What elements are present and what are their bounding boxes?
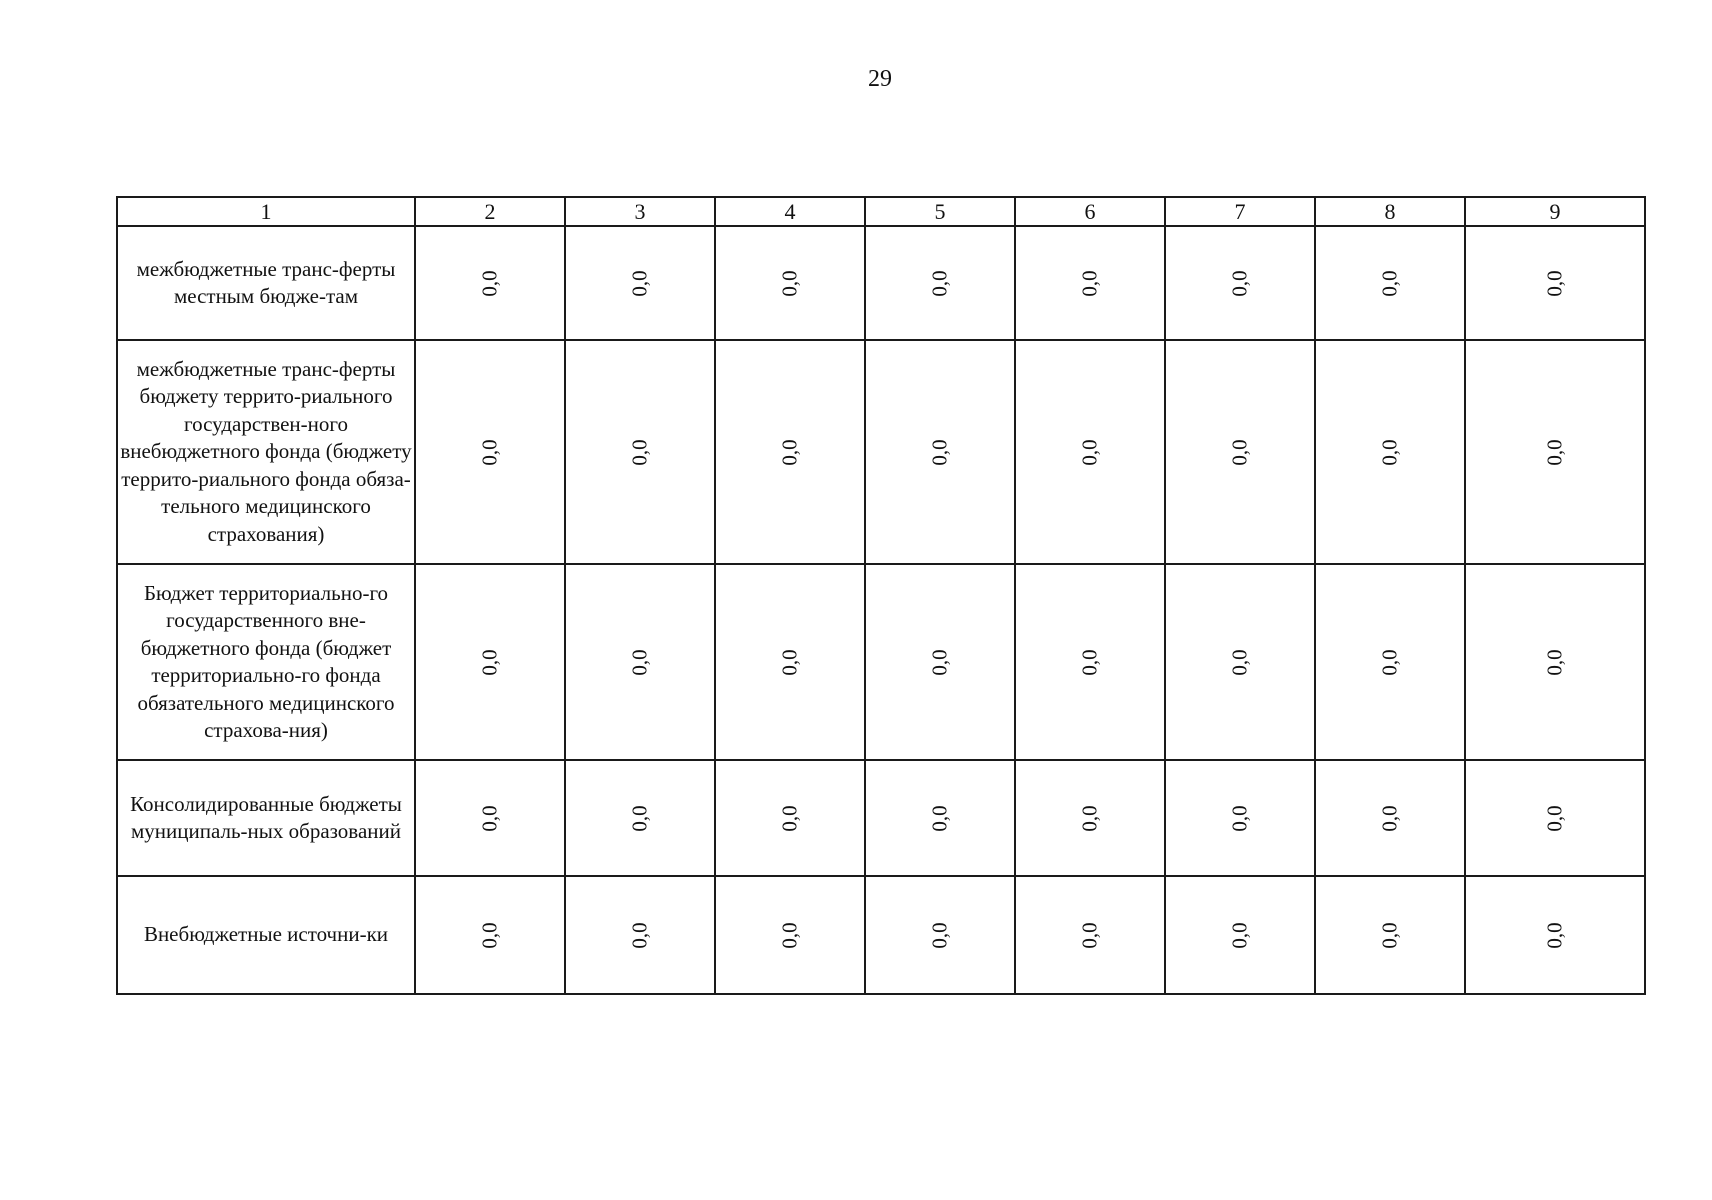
cell-value: 0,0: [777, 921, 802, 949]
column-header: 3: [565, 197, 715, 226]
cell-value: 0,0: [627, 804, 652, 832]
value-cell: [1465, 340, 1645, 564]
budget-table: [116, 196, 1646, 995]
cell-value: 0,0: [1377, 804, 1402, 832]
column-header: 2: [415, 197, 565, 226]
value-cell: [1015, 340, 1165, 564]
cell-value: 0,0: [627, 269, 652, 297]
value-cell: [565, 340, 715, 564]
value-cell: [715, 760, 865, 876]
column-header: 6: [1015, 197, 1165, 226]
value-cell: [1015, 760, 1165, 876]
column-header: 9: [1465, 197, 1645, 226]
cell-value: 0,0: [1377, 438, 1402, 466]
table-row: [117, 226, 1645, 340]
value-cell: [1015, 564, 1165, 760]
value-cell: [1015, 876, 1165, 994]
column-header: 7: [1165, 197, 1315, 226]
cell-value: 0,0: [1227, 269, 1252, 297]
cell-value: 0,0: [1077, 648, 1102, 676]
value-cell: [715, 876, 865, 994]
cell-value: 0,0: [777, 269, 802, 297]
value-cell: [865, 876, 1015, 994]
value-cell: [865, 226, 1015, 340]
cell-value: 0,0: [1542, 648, 1567, 676]
value-cell: [565, 760, 715, 876]
value-cell: [415, 564, 565, 760]
cell-value: 0,0: [477, 648, 502, 676]
table-row: [117, 876, 1645, 994]
value-cell: [865, 564, 1015, 760]
value-cell: [415, 226, 565, 340]
value-cell: [1165, 340, 1315, 564]
cell-value: 0,0: [477, 269, 502, 297]
value-cell: [1465, 226, 1645, 340]
cell-value: 0,0: [927, 648, 952, 676]
column-header: 1: [117, 197, 415, 226]
value-cell: [1165, 876, 1315, 994]
cell-value: 0,0: [477, 804, 502, 832]
column-header: 5: [865, 197, 1015, 226]
cell-value: 0,0: [777, 648, 802, 676]
row-label: Бюджет территориально-го государственного вне-бюджетного фонда (бюджет территориально-го фонда обязательного медицинского страхова-ния): [117, 564, 415, 760]
cell-value: 0,0: [1077, 921, 1102, 949]
value-cell: [1465, 760, 1645, 876]
value-cell: [565, 226, 715, 340]
cell-value: 0,0: [1542, 438, 1567, 466]
value-cell: [715, 564, 865, 760]
cell-value: 0,0: [927, 921, 952, 949]
cell-value: 0,0: [927, 269, 952, 297]
row-label: Консолидированные бюджеты муниципаль-ных образований: [117, 760, 415, 876]
cell-value: 0,0: [627, 921, 652, 949]
cell-value: 0,0: [1542, 269, 1567, 297]
table-row: [117, 760, 1645, 876]
row-label: межбюджетные транс-ферты бюджету террито-риального государствен-ного внебюджетного фонда (бюджету террито-риального фонда обяза-тельного медицинского страхования): [117, 340, 415, 564]
value-cell: [1315, 760, 1465, 876]
value-cell: [865, 340, 1015, 564]
row-label: Внебюджетные источни-ки: [117, 876, 415, 994]
value-cell: [415, 340, 565, 564]
value-cell: [1315, 340, 1465, 564]
cell-value: 0,0: [1377, 648, 1402, 676]
value-cell: [715, 226, 865, 340]
value-cell: [565, 876, 715, 994]
cell-value: 0,0: [927, 804, 952, 832]
table-row: [117, 564, 1645, 760]
cell-value: 0,0: [1377, 921, 1402, 949]
header-row: [117, 197, 1645, 226]
cell-value: 0,0: [1077, 438, 1102, 466]
cell-value: 0,0: [477, 438, 502, 466]
value-cell: [1165, 226, 1315, 340]
value-cell: [565, 564, 715, 760]
cell-value: 0,0: [1542, 804, 1567, 832]
cell-value: 0,0: [1377, 269, 1402, 297]
value-cell: [1165, 760, 1315, 876]
cell-value: 0,0: [1542, 921, 1567, 949]
cell-value: 0,0: [1227, 438, 1252, 466]
cell-value: 0,0: [627, 438, 652, 466]
value-cell: [715, 340, 865, 564]
cell-value: 0,0: [927, 438, 952, 466]
value-cell: [1015, 226, 1165, 340]
value-cell: [1165, 564, 1315, 760]
cell-value: 0,0: [1227, 804, 1252, 832]
value-cell: [1465, 876, 1645, 994]
value-cell: [1315, 226, 1465, 340]
cell-value: 0,0: [777, 804, 802, 832]
column-header: 8: [1315, 197, 1465, 226]
row-label: межбюджетные транс-ферты местным бюдже-там: [117, 226, 415, 340]
cell-value: 0,0: [1227, 921, 1252, 949]
value-cell: [1315, 876, 1465, 994]
cell-value: 0,0: [777, 438, 802, 466]
page-number: 29: [868, 66, 892, 92]
value-cell: [1465, 564, 1645, 760]
value-cell: [1315, 564, 1465, 760]
column-header: 4: [715, 197, 865, 226]
cell-value: 0,0: [627, 648, 652, 676]
cell-value: 0,0: [1077, 269, 1102, 297]
table-row: [117, 340, 1645, 564]
value-cell: [415, 760, 565, 876]
value-cell: [415, 876, 565, 994]
cell-value: 0,0: [477, 921, 502, 949]
cell-value: 0,0: [1227, 648, 1252, 676]
cell-value: 0,0: [1077, 804, 1102, 832]
value-cell: [865, 760, 1015, 876]
